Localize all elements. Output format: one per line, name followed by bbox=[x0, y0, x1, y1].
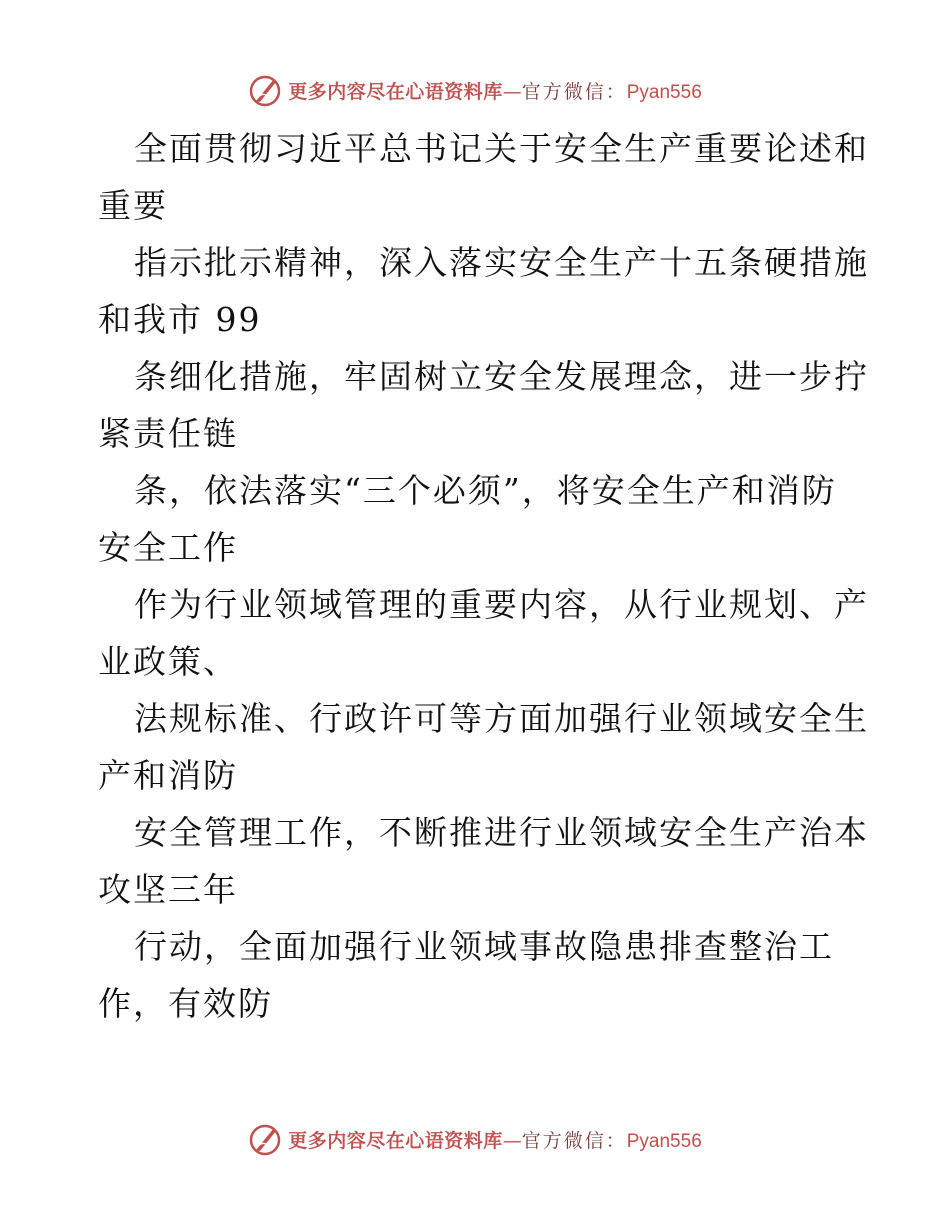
document-body bbox=[98, 120, 869, 1032]
body-line: 作为行业领域管理的重要内容，从行业规划、产 bbox=[134, 585, 869, 624]
banner-wechat-id: Pyan556 bbox=[626, 81, 702, 103]
banner-wechat-id: Pyan556 bbox=[626, 1130, 702, 1152]
quill-pen-logo-icon bbox=[248, 73, 282, 107]
banner-wechat-label: 官方微信： bbox=[521, 1129, 627, 1152]
footer-banner-text bbox=[288, 1126, 702, 1153]
header-banner-text bbox=[288, 77, 702, 104]
quill-pen-logo-icon bbox=[248, 1122, 282, 1156]
body-line: 安全管理工作，不断推进行业领域安全生产治本 bbox=[134, 813, 869, 852]
body-line: 紧责任链 bbox=[98, 414, 238, 453]
banner-wechat-label: 官方微信： bbox=[521, 80, 627, 103]
footer-banner bbox=[0, 1119, 950, 1159]
header-banner bbox=[0, 70, 950, 110]
body-line: 业政策、 bbox=[98, 642, 238, 681]
body-line: 行动，全面加强行业领域事故隐患排查整治工 bbox=[134, 927, 834, 966]
body-line: 指示批示精神，深入落实安全生产十五条硬措施 bbox=[134, 243, 869, 282]
body-line: 安全工作 bbox=[98, 528, 238, 567]
banner-separator: — bbox=[502, 1129, 522, 1152]
body-line: 和我市 99 bbox=[98, 300, 262, 339]
body-line: 法规标准、行政许可等方面加强行业领域安全生 bbox=[134, 699, 869, 738]
body-line: 条细化措施，牢固树立安全发展理念，进一步拧 bbox=[134, 357, 869, 396]
body-line: 攻坚三年 bbox=[98, 870, 238, 909]
banner-slogan: 更多内容尽在心语资料库 bbox=[288, 1129, 503, 1152]
banner-slogan: 更多内容尽在心语资料库 bbox=[288, 80, 503, 103]
body-line: 条，依法落实“三个必须”，将安全生产和消防 bbox=[134, 471, 837, 510]
body-line: 重要 bbox=[98, 186, 168, 225]
banner-separator: — bbox=[502, 80, 522, 103]
body-line: 全面贯彻习近平总书记关于安全生产重要论述和 bbox=[134, 129, 869, 168]
body-line: 作，有效防 bbox=[98, 984, 273, 1023]
body-line: 产和消防 bbox=[98, 756, 238, 795]
